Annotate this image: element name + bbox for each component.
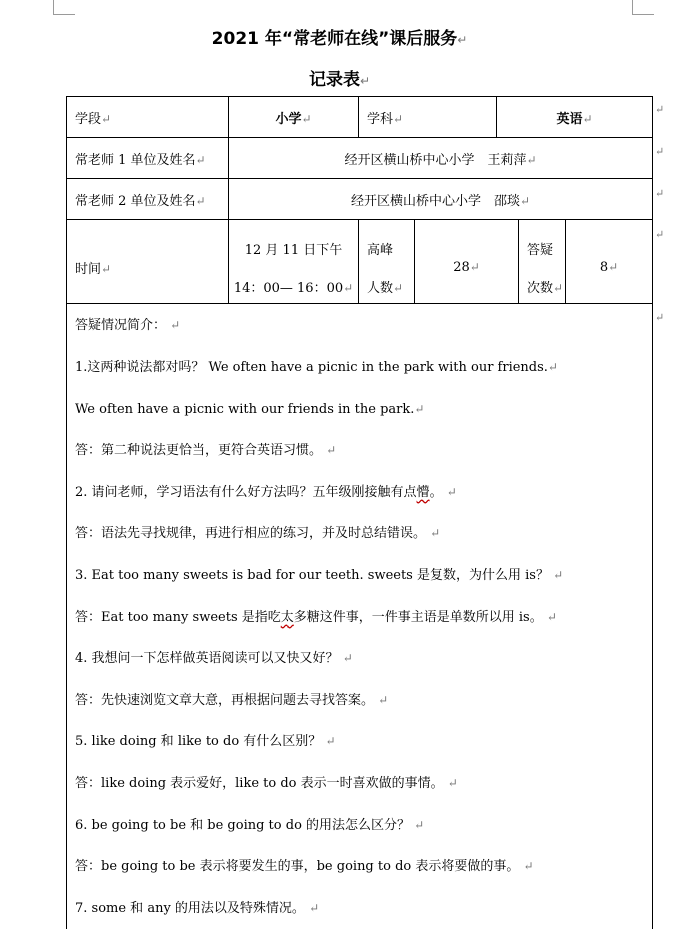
description-line: 2. 请问老师，学习语法有什么好方法吗？五年级刚接触有点懵。 ↵ bbox=[75, 472, 652, 514]
description-line: 答：Eat too many sweets 是指吃太多糖这件事，一件事主语是单数所以用 is。 ↵ bbox=[75, 597, 652, 639]
peak-label: 高峰 人数↵ bbox=[359, 220, 415, 304]
teacher2-value: 经开区横山桥中心小学 邵琰↵ bbox=[229, 179, 653, 220]
description-line: 7. some 和 any 的用法以及特殊情况。 ↵ bbox=[75, 888, 652, 929]
description-line: 答：like doing 表示爱好，like to do 表示一时喜欢做的事情。 ↵ bbox=[75, 763, 652, 805]
stage-value: 小学↵ bbox=[229, 97, 359, 138]
table-row bbox=[67, 179, 653, 220]
stage-label: 学段↵ bbox=[67, 97, 229, 138]
return-mark: ↵ bbox=[655, 187, 664, 200]
description-line: 4. 我想问一下怎样做英语阅读可以又快又好？ ↵ bbox=[75, 638, 652, 680]
crop-mark bbox=[53, 14, 75, 15]
description-line: 答：be going to be 表示将要发生的事，be going to do 表示将要做的事。 ↵ bbox=[75, 846, 652, 888]
description-line: 6. be going to be 和 be going to do 的用法怎么区分？ ↵ bbox=[75, 805, 652, 847]
return-mark: ↵ bbox=[655, 311, 664, 324]
document-title: 2021 年“常老师在线”课后服务↵ bbox=[0, 24, 679, 49]
teacher1-value: 经开区横山桥中心小学 王莉萍↵ bbox=[229, 138, 653, 179]
return-mark: ↵ bbox=[655, 145, 664, 158]
table-row bbox=[67, 138, 653, 179]
title-line-1: 2021 年“常老师在线”课后服务 bbox=[212, 29, 458, 49]
document-subtitle: 记录表↵ bbox=[0, 65, 679, 90]
time-label: 时间↵ bbox=[67, 220, 229, 304]
subject-label: 学科↵ bbox=[359, 97, 497, 138]
description-heading: 答疑情况简介： ↵ bbox=[75, 316, 652, 335]
qa-value: 8↵ bbox=[566, 220, 653, 304]
crop-mark bbox=[632, 14, 654, 15]
peak-value: 28↵ bbox=[415, 220, 519, 304]
description-line: 3. Eat too many sweets is bad for our teeth. sweets 是复数，为什么用 is？ ↵ bbox=[75, 555, 652, 597]
subject-value: 英语↵ bbox=[497, 97, 653, 138]
return-mark: ↵ bbox=[655, 103, 664, 116]
table-row bbox=[67, 97, 653, 138]
qa-label: 答疑 次数↵ bbox=[519, 220, 566, 304]
record-table bbox=[66, 96, 653, 929]
description-line: 答：第二种说法更恰当，更符合英语习惯。 ↵ bbox=[75, 430, 652, 472]
teacher2-label: 常老师 2 单位及姓名↵ bbox=[67, 179, 229, 220]
teacher1-label: 常老师 1 单位及姓名↵ bbox=[67, 138, 229, 179]
description-line: 1.这两种说法都对吗？ We often have a picnic in the park with our friends.↵ bbox=[75, 347, 652, 389]
description-line: 5. like doing 和 like to do 有什么区别？ ↵ bbox=[75, 721, 652, 763]
description-line: 答：先快速浏览文章大意，再根据问题去寻找答案。 ↵ bbox=[75, 680, 652, 722]
crop-mark bbox=[632, 0, 633, 14]
qa-description bbox=[67, 304, 653, 929]
time-value: 12 月 11 日下午 14：00— 16：00↵ bbox=[229, 220, 359, 304]
title-line-2: 记录表 bbox=[309, 70, 360, 90]
crop-mark bbox=[53, 0, 54, 14]
return-mark: ↵ bbox=[655, 228, 664, 241]
table-row bbox=[67, 220, 653, 304]
description-line: 答：语法先寻找规律，再进行相应的练习，并及时总结错误。 ↵ bbox=[75, 513, 652, 555]
table-row bbox=[67, 304, 653, 929]
description-line: We often have a picnic with our friends in the park.↵ bbox=[75, 389, 652, 431]
